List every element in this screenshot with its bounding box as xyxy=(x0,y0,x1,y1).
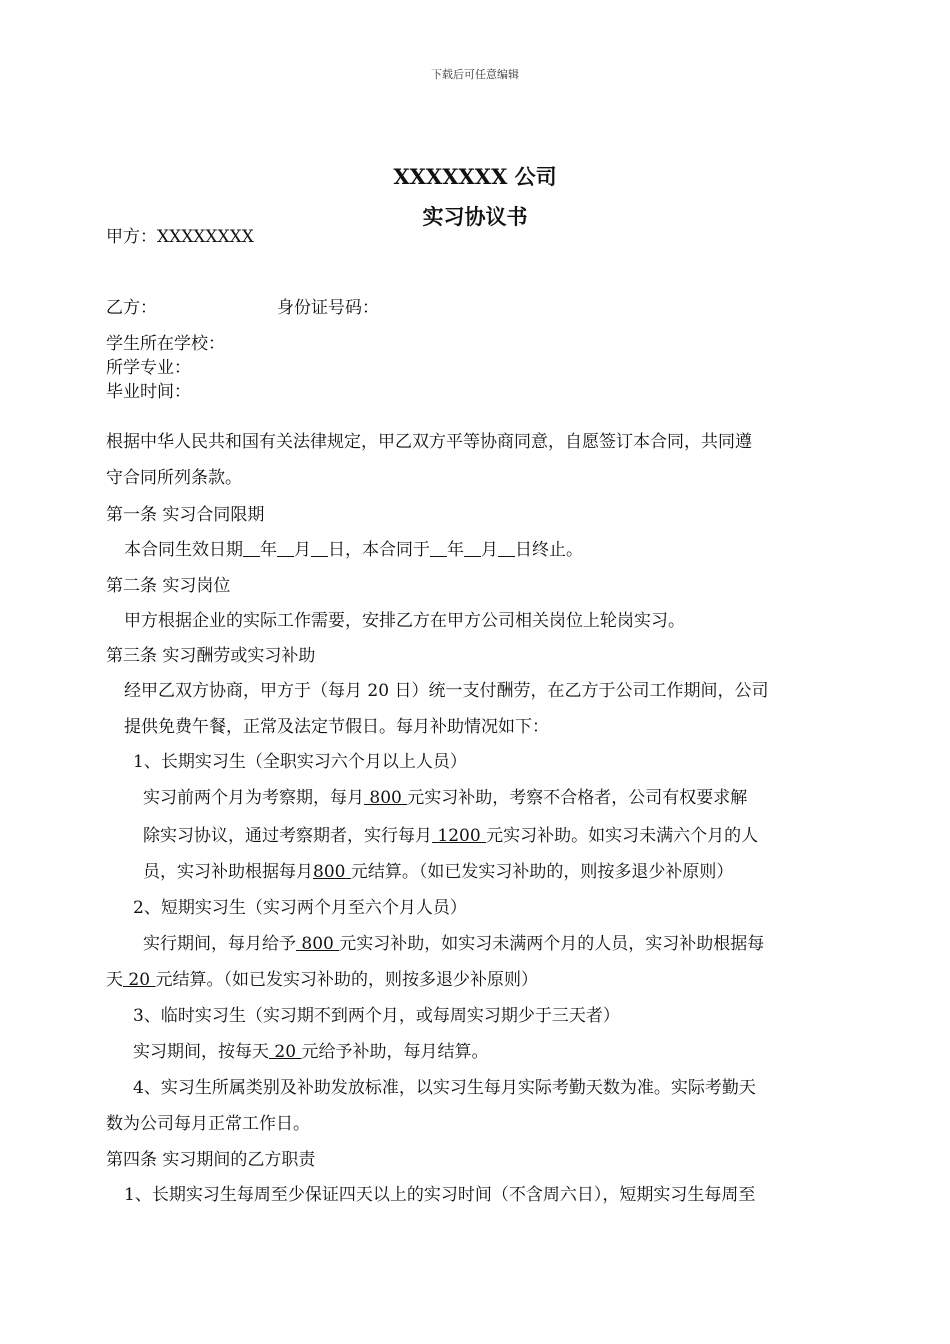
text: 日终止。 xyxy=(515,540,583,560)
blank-year-end xyxy=(430,540,447,560)
text: 员，实习补助根据每月 xyxy=(143,862,313,882)
article-2-body: 甲方根据企业的实际工作需要，安排乙方在甲方公司相关岗位上轮岗实习。 xyxy=(124,611,685,631)
blank-day-start xyxy=(311,540,328,560)
party-b-label: 乙方： xyxy=(106,298,157,318)
text: 实习前两个月为考察期，每月 xyxy=(143,788,364,808)
amount-value: 20 xyxy=(123,970,156,990)
text: 元实习补助。如实习未满六个月的人 xyxy=(486,826,759,846)
text: 元结算。（如已发实习补助的，则按多退少补原则） xyxy=(350,862,734,882)
article-4-line-1: 1、长期实习生每周至少保证四天以上的实习时间（不含周六日），短期实习生每周至 xyxy=(124,1185,756,1205)
graduation-time-label: 毕业时间： xyxy=(106,382,191,402)
amount-value: 800 xyxy=(296,934,340,954)
amount-value: 20 xyxy=(269,1042,302,1062)
article-3-para-line-1: 经甲乙双方协商，甲方于（每月 20 日）统一支付酬劳，在乙方于公司工作期间，公司 xyxy=(124,681,769,701)
item-4-line-2: 数为公司每月正常工作日。 xyxy=(106,1114,310,1134)
article-1-title: 第一条 实习合同限期 xyxy=(106,505,265,525)
title-document: 实习协议书 xyxy=(422,204,528,229)
item-2-line-2 xyxy=(106,969,538,991)
article-1-body xyxy=(124,539,583,561)
article-4-title: 第四条 实习期间的乙方职责 xyxy=(106,1150,316,1170)
blank-year-start xyxy=(243,540,260,560)
article-3-title: 第三条 实习酬劳或实习补助 xyxy=(106,646,316,666)
blank-day-end xyxy=(498,540,515,560)
text: 除实习协议，通过考察期者，实行每月 xyxy=(143,826,432,846)
text: 实行期间，每月给予 xyxy=(143,934,296,954)
text: 天 xyxy=(106,970,123,990)
blank-month-start xyxy=(277,540,294,560)
item-2-title: 2、短期实习生（实习两个月至六个月人员） xyxy=(133,898,467,918)
item-3-title: 3、临时实习生（实习期不到两个月，或每周实习期少于三天者） xyxy=(133,1006,620,1026)
article-2-title: 第二条 实习岗位 xyxy=(106,576,231,596)
item-4-line-1: 4、实习生所属类别及补助发放标准，以实习生每月实际考勤天数为准。实际考勤天 xyxy=(133,1078,756,1098)
item-2-line-1 xyxy=(143,933,764,955)
title-company: XXXXXXX 公司 xyxy=(393,164,557,189)
text: 元结算。（如已发实习补助的，则按多退少补原则） xyxy=(155,970,538,990)
text: 年 xyxy=(447,540,464,560)
item-1-line-1 xyxy=(143,787,747,809)
amount-value: 800 xyxy=(313,862,351,882)
text: 元给予补助，每月结算。 xyxy=(301,1042,489,1062)
text: 本合同生效日期 xyxy=(124,540,243,560)
blank-month-end xyxy=(464,540,481,560)
intro-line-1: 根据中华人民共和国有关法律规定，甲乙双方平等协商同意，自愿签订本合同，共同遵 xyxy=(106,432,752,452)
school-label: 学生所在学校： xyxy=(106,334,225,354)
party-a-line: 甲方：XXXXXXXX xyxy=(106,227,254,247)
text: 年 xyxy=(260,540,277,560)
text: 月 xyxy=(294,540,311,560)
item-3-line-1 xyxy=(133,1041,488,1063)
text: 元实习补助，如实习未满两个月的人员，实习补助根据每 xyxy=(339,934,765,954)
amount-value: 800 xyxy=(364,788,408,808)
text: 实习期间，按每天 xyxy=(133,1042,269,1062)
item-1-line-2 xyxy=(143,825,758,847)
header-note: 下载后可任意编辑 xyxy=(431,68,519,81)
id-number-label: 身份证号码： xyxy=(277,298,379,318)
amount-value: 1200 xyxy=(432,826,487,846)
text: 日，本合同于 xyxy=(328,540,430,560)
text: 月 xyxy=(481,540,498,560)
intro-line-2: 守合同所列条款。 xyxy=(106,468,242,488)
item-1-line-3 xyxy=(143,861,733,883)
text: 元实习补助，考察不合格者，公司有权要求解 xyxy=(407,788,748,808)
major-label: 所学专业： xyxy=(106,358,191,378)
item-1-title: 1、长期实习生（全职实习六个月以上人员） xyxy=(133,752,467,772)
article-3-para-line-2: 提供免费午餐，正常及法定节假日。每月补助情况如下： xyxy=(124,717,549,737)
